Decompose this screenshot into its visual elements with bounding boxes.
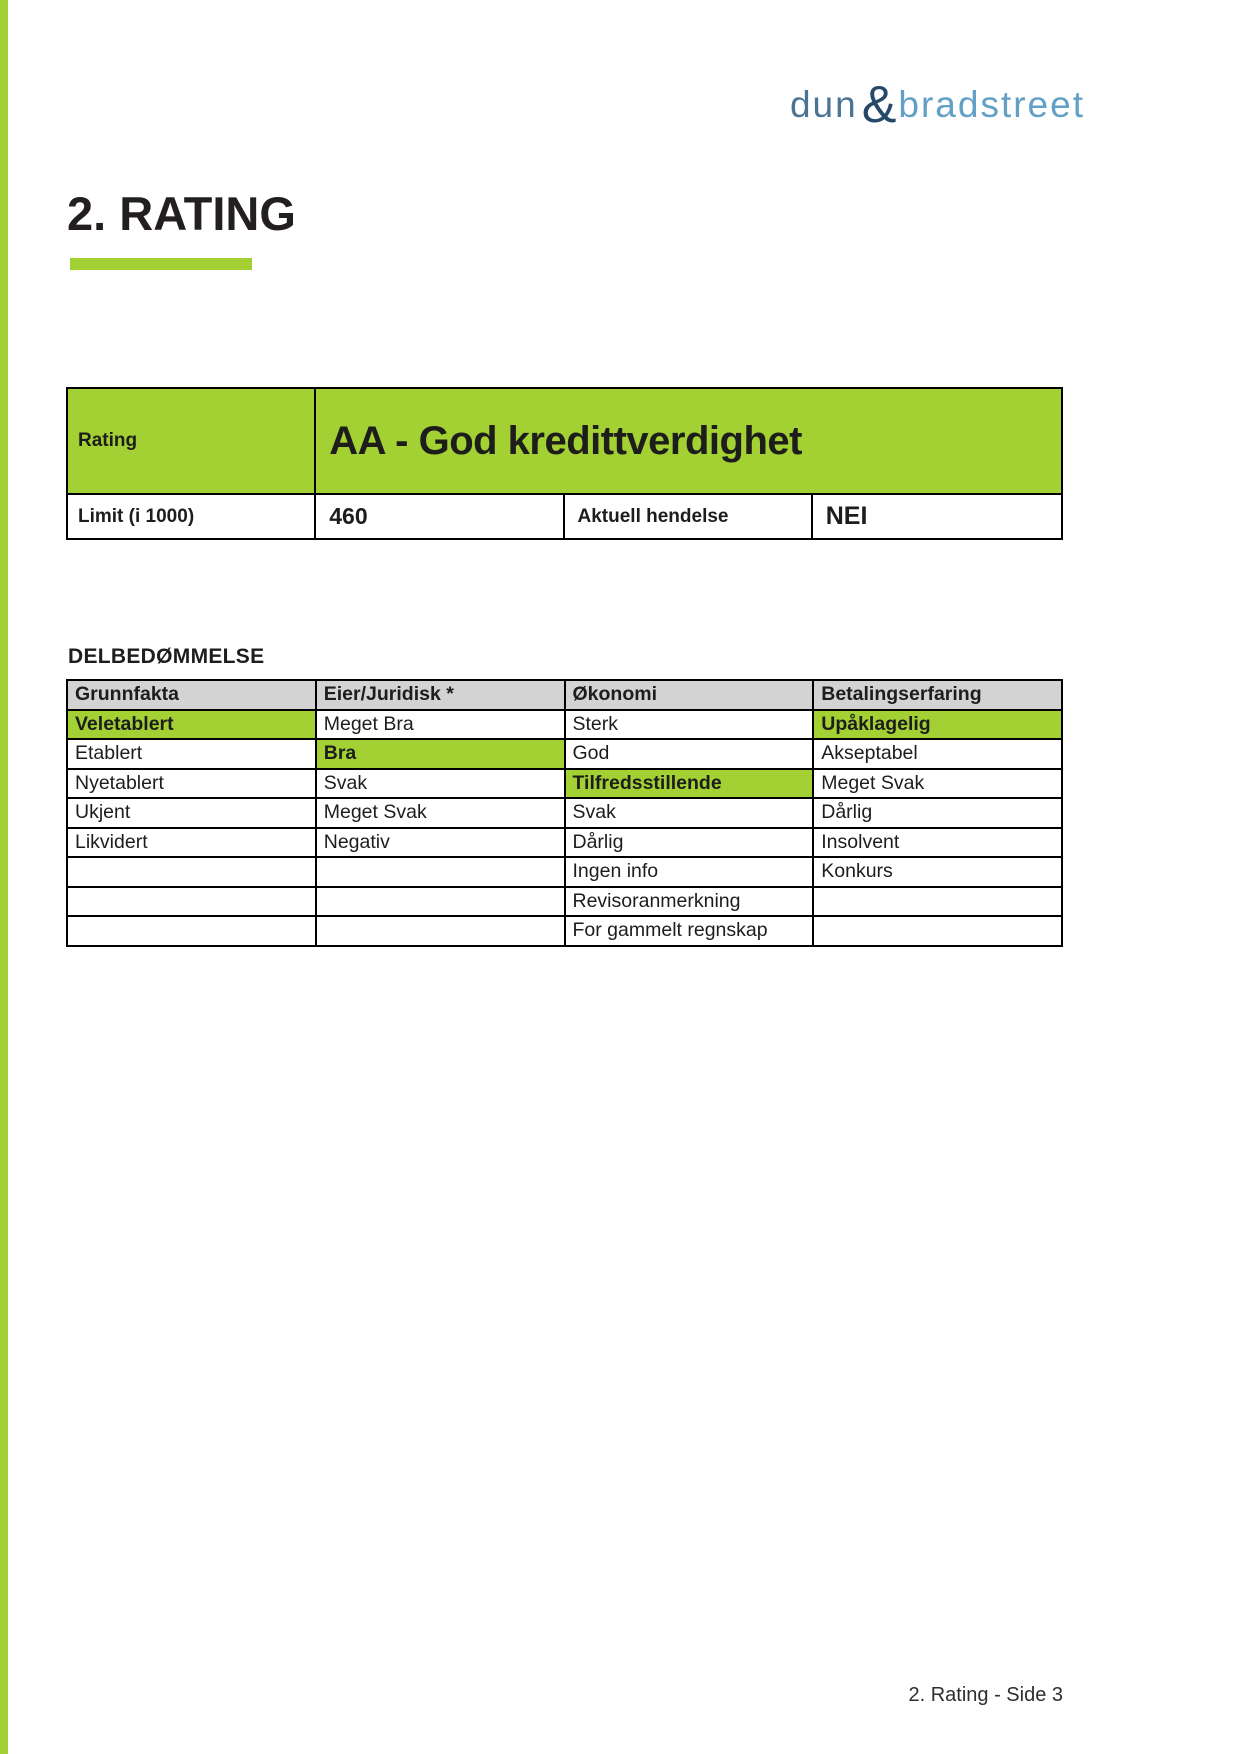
delbedommelse-column-header: Eier/Juridisk * [316,680,565,710]
heading-underline-bar [70,258,252,270]
delbedommelse-column-header: Betalingserfaring [813,680,1062,710]
delbedommelse-cell: Meget Bra [316,710,565,740]
delbedommelse-cell: Svak [316,769,565,799]
delbedommelse-cell: Likvidert [67,828,316,858]
page-title: 2. RATING [67,187,296,240]
delbedommelse-cell: Nyetablert [67,769,316,799]
table-row [67,798,1062,828]
table-row [67,887,1062,917]
delbedommelse-cell: Akseptabel [813,739,1062,769]
delbedommelse-cell: Sterk [565,710,814,740]
delbedommelse-table-head [67,680,1062,710]
limit-row [68,495,1061,538]
rating-value: AA - God kredittverdighet [329,418,802,463]
delbedommelse-cell: For gammelt regnskap [565,916,814,946]
delbedommelse-cell: Meget Svak [316,798,565,828]
delbedommelse-column-header: Grunnfakta [67,680,316,710]
logo-ampersand-icon: & [861,76,897,134]
page-footer: 2. Rating - Side 3 [908,1684,1063,1706]
table-row [67,710,1062,740]
delbedommelse-column-header: Økonomi [565,680,814,710]
delbedommelse-cell [316,916,565,946]
delbedommelse-table [66,679,1063,947]
delbedommelse-table-body [67,710,1062,946]
limit-value: 460 [316,495,564,538]
delbedommelse-cell [813,887,1062,917]
current-event-value: NEI [825,502,868,530]
delbedommelse-cell: Dårlig [813,798,1062,828]
header-row [67,680,1062,710]
table-row [67,739,1062,769]
delbedommelse-cell: Negativ [316,828,565,858]
delbedommelse-cell: Insolvent [813,828,1062,858]
rating-label: Rating [68,389,316,493]
table-row [67,916,1062,946]
limit-label: Limit (i 1000) [68,495,316,538]
delbedommelse-cell: Konkurs [813,857,1062,887]
delbedommelse-cell: Ukjent [67,798,316,828]
delbedommelse-cell: Dårlig [565,828,814,858]
delbedommelse-cell: Veletablert [67,710,316,740]
delbedommelse-cell [813,916,1062,946]
delbedommelse-cell: Revisoranmerkning [565,887,814,917]
delbedommelse-cell [67,887,316,917]
page-accent-stripe [0,0,8,1754]
delbedommelse-cell: Ingen info [565,857,814,887]
delbedommelse-cell [316,887,565,917]
delbedommelse-cell [316,857,565,887]
delbedommelse-cell: Meget Svak [813,769,1062,799]
current-event-label: Aktuell hendelse [565,495,813,538]
delbedommelse-cell [67,916,316,946]
logo-text-bradstreet: bradstreet [898,84,1085,125]
rating-summary-table [66,387,1063,540]
delbedommelse-cell: Bra [316,739,565,769]
delbedommelse-cell: Etablert [67,739,316,769]
delbedommelse-cell: Tilfredsstillende [565,769,814,799]
table-row [67,828,1062,858]
rating-row [68,389,1061,495]
dun-bradstreet-logo [789,74,1085,134]
delbedommelse-cell: Svak [565,798,814,828]
delbedommelse-title: DELBEDØMMELSE [68,645,265,668]
delbedommelse-cell: God [565,739,814,769]
logo-text-dun: dun [789,84,858,125]
table-row [67,857,1062,887]
delbedommelse-cell: Upåklagelig [813,710,1062,740]
delbedommelse-cell [67,857,316,887]
table-row [67,769,1062,799]
